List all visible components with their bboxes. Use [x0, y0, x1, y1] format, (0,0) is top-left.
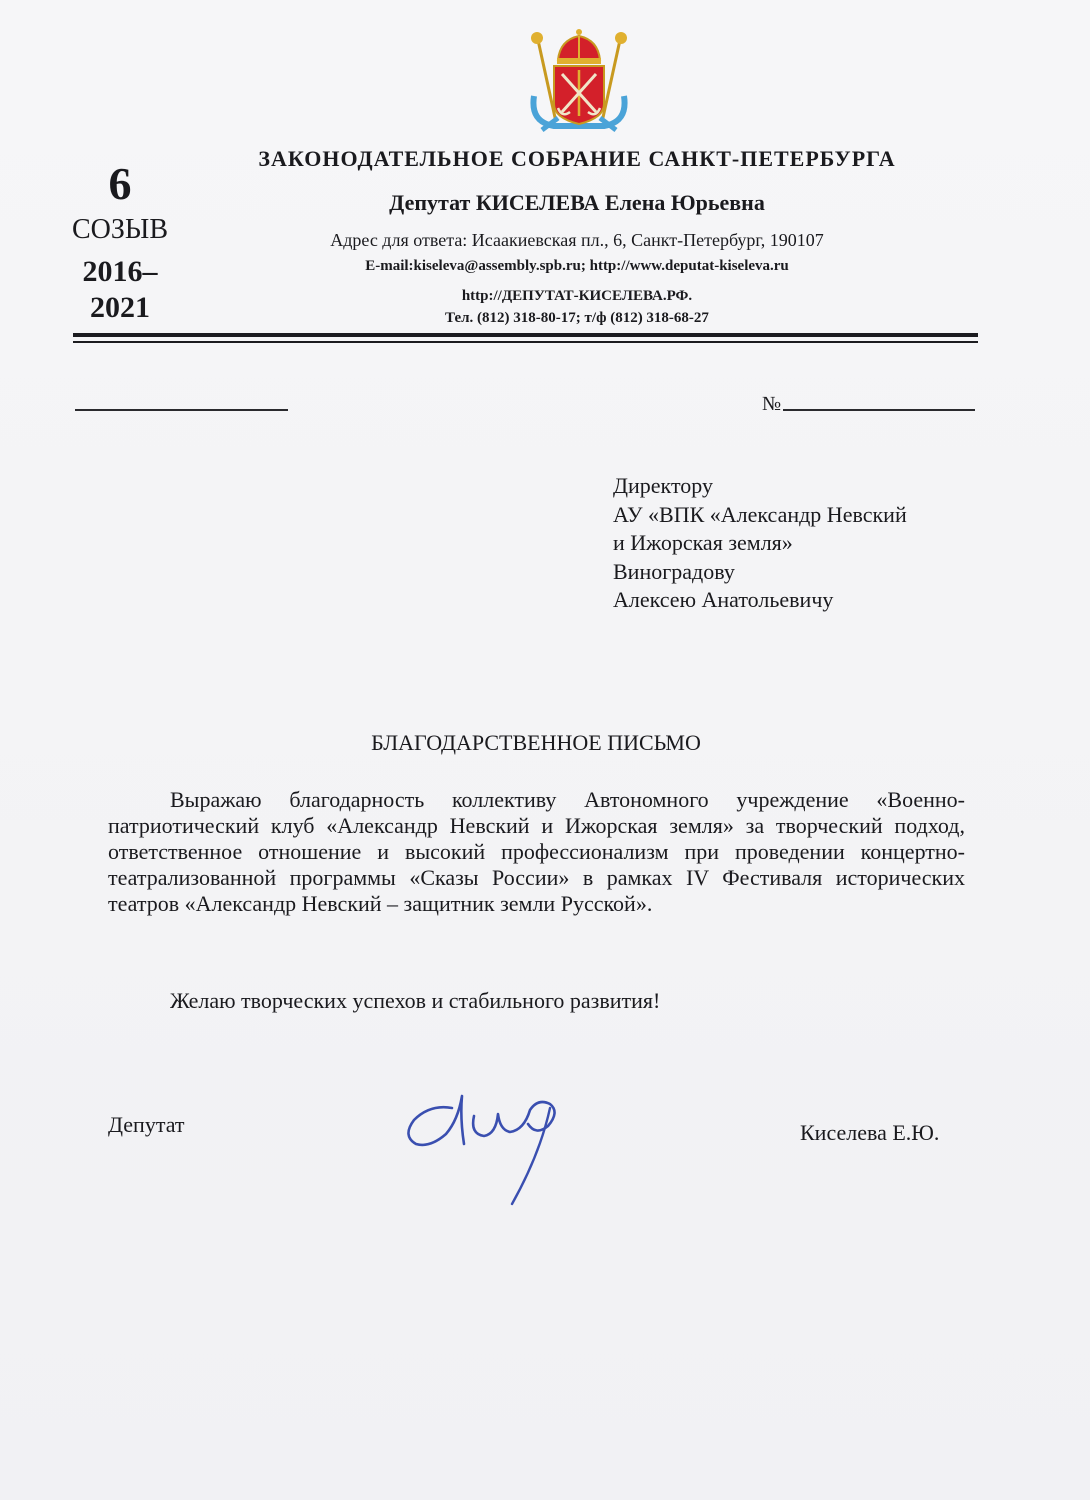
- convocation-years-end: 2021: [90, 291, 150, 324]
- addressee-line: и Ижорская земля»: [613, 530, 793, 555]
- email-and-site: E-mail:kiseleva@assembly.spb.ru; http://www.deputat-kiseleva.ru: [365, 258, 789, 274]
- convocation-block: [70, 158, 170, 326]
- st-petersburg-coat-of-arms-icon: [524, 26, 634, 138]
- signatory-name: Киселева Е.Ю.: [800, 1120, 940, 1145]
- reply-address: Адрес для ответа: Исаакиевская пл., 6, Санкт-Петербург, 190107: [330, 230, 824, 250]
- header-divider-thin: [73, 341, 978, 343]
- number-blank-line: [783, 409, 975, 411]
- addressee-line: АУ «ВПК «Александр Невский: [613, 501, 907, 527]
- convocation-years-start: 2016–: [82, 255, 158, 288]
- addressee-line: Алексею Анатольевичу: [613, 587, 834, 612]
- phone-numbers: Тел. (812) 318-80-17; т/ф (812) 318-68-27: [445, 310, 709, 326]
- letter-title: БЛАГОДАРСТВЕННОЕ ПИСЬМО: [371, 730, 701, 755]
- addressee-line: Директору: [613, 473, 713, 498]
- convocation-years: [70, 254, 170, 326]
- addressee-line: Виноградову: [613, 558, 735, 584]
- letter-body: Выражаю благодарность коллективу Автономного учреждение «Военно-патриотический клуб «Александр Невский и Ижорская земля» за творческий подход, ответственное отношение и высокий профессионализм при проведении концертно-театрализованной программы «Сказы России» в рамках IV Фестиваля исторических театров «Александр Невский – защитник земли Русской».: [108, 787, 965, 916]
- header-divider-thick: [73, 333, 978, 337]
- date-blank-line: [75, 409, 288, 411]
- document-number-field: [762, 393, 977, 417]
- letter-wishes: Желаю творческих успехов и стабильного развития!: [170, 988, 661, 1013]
- signatory-role: Депутат: [108, 1112, 185, 1137]
- number-sign: №: [762, 393, 782, 415]
- rf-site: http://ДЕПУТАТ-КИСЕЛЕВА.РФ.: [461, 288, 693, 304]
- organization-title: ЗАКОНОДАТЕЛЬНОЕ СОБРАНИЕ САНКТ-ПЕТЕРБУРГА: [258, 146, 896, 171]
- convocation-label: СОЗЫВ: [71, 214, 169, 245]
- addressee-block: [613, 472, 1013, 615]
- handwritten-signature: [400, 1074, 580, 1214]
- deputy-name: Депутат КИСЕЛЕВА Елена Юрьевна: [389, 190, 765, 215]
- convocation-number: 6: [108, 158, 132, 209]
